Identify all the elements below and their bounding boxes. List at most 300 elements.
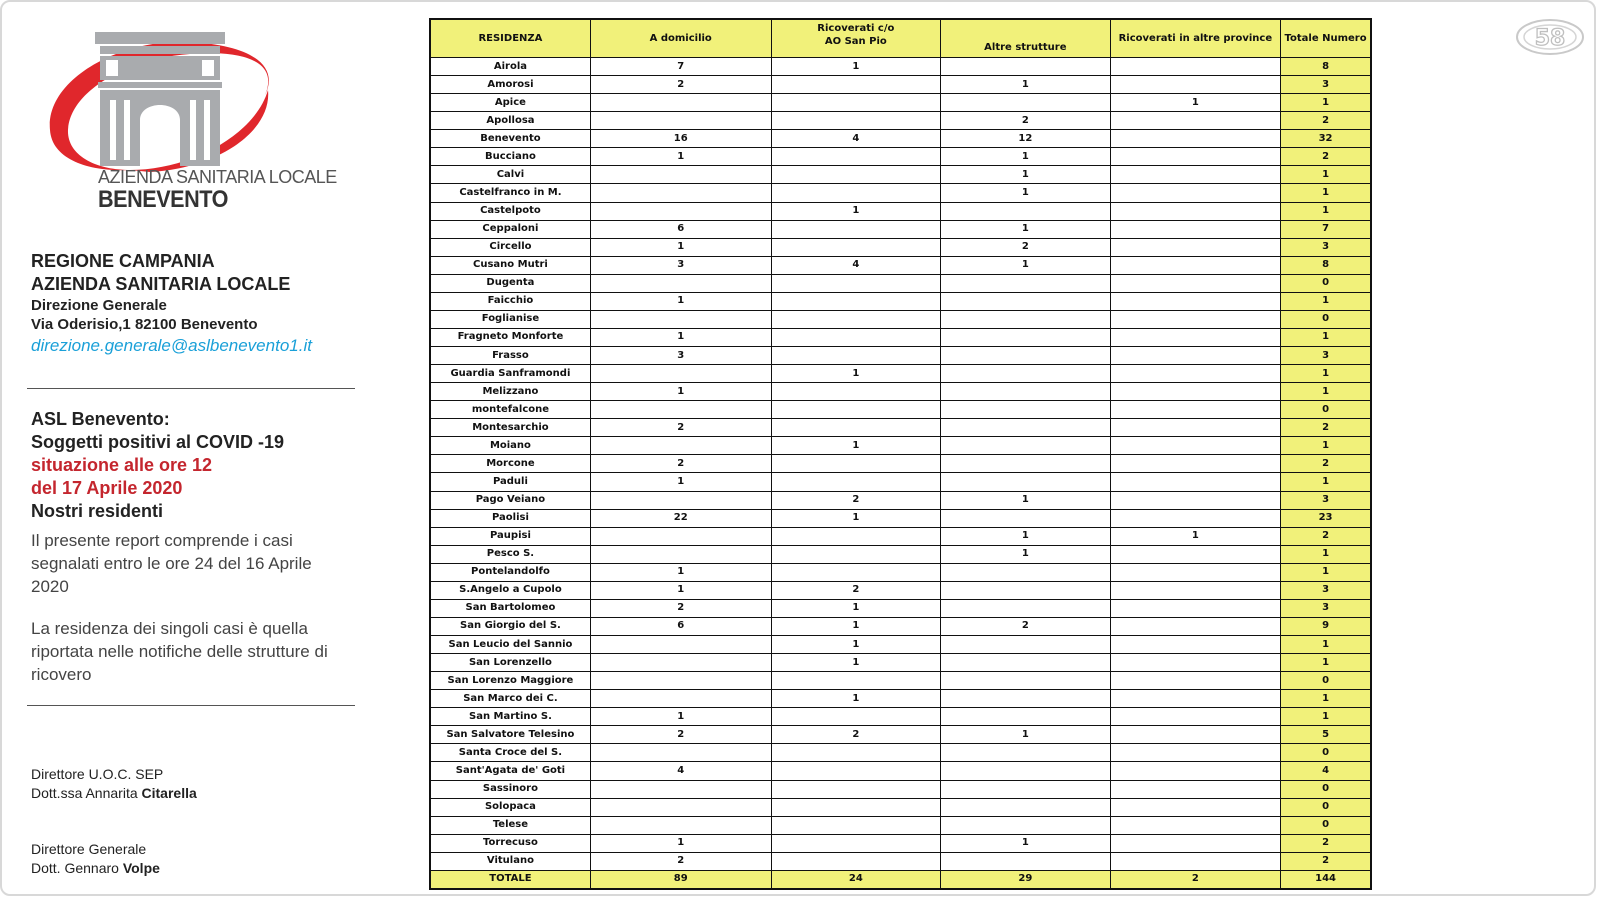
cell-residenza: Paupisi (430, 527, 590, 545)
cell-altre-province (1110, 419, 1281, 437)
cell-san-pio (771, 419, 941, 437)
topic-line4: del 17 Aprile 2020 (31, 478, 183, 498)
cell-totale: 2 (1281, 112, 1371, 130)
cell-residenza: San Lorenzello (430, 654, 590, 672)
cell-domicilio: 2 (590, 419, 771, 437)
cell-totale: 1 (1281, 563, 1371, 581)
cell-domicilio: 2 (590, 599, 771, 617)
cell-altre-province (1110, 112, 1281, 130)
cell-totale: 0 (1281, 744, 1371, 762)
cell-residenza: Montesarchio (430, 419, 590, 437)
cell-domicilio (590, 202, 771, 220)
cell-altre-strutture (941, 816, 1111, 834)
signature-sep (31, 765, 361, 803)
cell-san-pio (771, 220, 941, 238)
total-cell-altre-province: 2 (1110, 870, 1281, 889)
cell-totale: 1 (1281, 202, 1371, 220)
cell-altre-province (1110, 383, 1281, 401)
cell-altre-province (1110, 636, 1281, 654)
cell-altre-province (1110, 509, 1281, 527)
direction-label: Direzione Generale (31, 297, 167, 314)
channel-badge (1515, 18, 1585, 56)
cell-altre-province (1110, 238, 1281, 256)
cell-residenza: Telese (430, 816, 590, 834)
cell-domicilio: 6 (590, 617, 771, 635)
cell-domicilio: 7 (590, 58, 771, 76)
cell-domicilio: 1 (590, 473, 771, 491)
cell-san-pio: 4 (771, 256, 941, 274)
cell-altre-strutture (941, 762, 1111, 780)
cell-residenza: San Bartolomeo (430, 599, 590, 617)
cell-residenza: Dugenta (430, 274, 590, 292)
cell-totale: 1 (1281, 328, 1371, 346)
cell-totale: 3 (1281, 491, 1371, 509)
table-row (430, 726, 1371, 744)
cell-san-pio (771, 166, 941, 184)
table-row (430, 292, 1371, 310)
cell-totale: 9 (1281, 617, 1371, 635)
col-header-altre-province: Ricoverati in altre province (1110, 19, 1281, 58)
email-link[interactable]: direzione.generale@aslbenevento1.it (31, 336, 312, 355)
region-title: REGIONE CAMPANIA (31, 251, 215, 271)
cell-san-pio (771, 112, 941, 130)
cell-domicilio: 1 (590, 834, 771, 852)
cell-domicilio: 2 (590, 726, 771, 744)
cell-altre-strutture (941, 672, 1111, 690)
report-topic (31, 408, 361, 523)
covid-cases-table (429, 18, 1372, 890)
cell-altre-province: 1 (1110, 94, 1281, 112)
cell-domicilio: 1 (590, 292, 771, 310)
cell-domicilio: 1 (590, 328, 771, 346)
col-header-san-pio: Ricoverati c/o AO San Pio (771, 19, 941, 58)
table-row (430, 310, 1371, 328)
cell-totale: 2 (1281, 527, 1371, 545)
table-row (430, 798, 1371, 816)
cell-residenza: Castelpoto (430, 202, 590, 220)
cell-san-pio (771, 347, 941, 365)
cell-san-pio: 1 (771, 690, 941, 708)
cell-altre-strutture (941, 690, 1111, 708)
total-cell-domicilio: 89 (590, 870, 771, 889)
cell-altre-province (1110, 708, 1281, 726)
cell-totale: 0 (1281, 816, 1371, 834)
cell-totale: 1 (1281, 383, 1371, 401)
cell-altre-province (1110, 256, 1281, 274)
cell-residenza: Pago Veiano (430, 491, 590, 509)
cell-domicilio (590, 437, 771, 455)
cell-altre-strutture: 1 (941, 148, 1111, 166)
cell-residenza: Apice (430, 94, 590, 112)
cell-altre-strutture: 1 (941, 220, 1111, 238)
cell-san-pio (771, 401, 941, 419)
cell-totale: 8 (1281, 256, 1371, 274)
table-row (430, 672, 1371, 690)
cell-domicilio: 1 (590, 238, 771, 256)
cell-totale: 3 (1281, 347, 1371, 365)
table-row (430, 654, 1371, 672)
cell-residenza: Pesco S. (430, 545, 590, 563)
table-row (430, 762, 1371, 780)
cell-residenza: Solopaca (430, 798, 590, 816)
cell-san-pio (771, 834, 941, 852)
cell-domicilio (590, 798, 771, 816)
cell-domicilio (590, 94, 771, 112)
cell-totale: 2 (1281, 455, 1371, 473)
cell-san-pio: 1 (771, 365, 941, 383)
cell-residenza: San Salvatore Telesino (430, 726, 590, 744)
cell-san-pio (771, 76, 941, 94)
table-row (430, 473, 1371, 491)
table-row (430, 130, 1371, 148)
cell-residenza: Faicchio (430, 292, 590, 310)
signature-sep-role: Direttore U.O.C. SEP (31, 766, 164, 782)
cell-altre-province (1110, 852, 1281, 870)
cell-san-pio (771, 383, 941, 401)
table-row (430, 491, 1371, 509)
table-row (430, 545, 1371, 563)
signature-sep-surname: Citarella (141, 785, 197, 801)
cell-totale: 1 (1281, 654, 1371, 672)
cell-altre-strutture (941, 383, 1111, 401)
table-row (430, 220, 1371, 238)
cell-totale: 1 (1281, 365, 1371, 383)
cell-san-pio (771, 780, 941, 798)
cell-altre-strutture: 1 (941, 726, 1111, 744)
cell-altre-province: 1 (1110, 527, 1281, 545)
cell-domicilio (590, 184, 771, 202)
col-header-domicilio: A domicilio (590, 19, 771, 58)
cell-altre-strutture (941, 636, 1111, 654)
cell-san-pio: 1 (771, 509, 941, 527)
signature-dg-prefix: Dott. Gennaro (31, 860, 119, 876)
cell-domicilio (590, 365, 771, 383)
cell-altre-strutture (941, 852, 1111, 870)
cell-totale: 1 (1281, 545, 1371, 563)
cell-domicilio (590, 744, 771, 762)
cell-altre-province (1110, 491, 1281, 509)
table-row (430, 780, 1371, 798)
cell-totale: 1 (1281, 292, 1371, 310)
cell-altre-strutture (941, 798, 1111, 816)
cell-domicilio (590, 310, 771, 328)
cell-altre-province (1110, 347, 1281, 365)
cell-san-pio: 1 (771, 202, 941, 220)
table-row (430, 383, 1371, 401)
cell-totale: 32 (1281, 130, 1371, 148)
cell-altre-province (1110, 563, 1281, 581)
table-row (430, 112, 1371, 130)
table-row (430, 419, 1371, 437)
cell-altre-province (1110, 184, 1281, 202)
cell-san-pio (771, 274, 941, 292)
cell-domicilio: 16 (590, 130, 771, 148)
cell-altre-strutture: 2 (941, 238, 1111, 256)
cell-domicilio: 4 (590, 762, 771, 780)
cell-altre-strutture (941, 401, 1111, 419)
cell-san-pio: 2 (771, 491, 941, 509)
cell-altre-strutture (941, 292, 1111, 310)
cell-domicilio (590, 780, 771, 798)
cell-domicilio (590, 654, 771, 672)
cell-totale: 2 (1281, 834, 1371, 852)
cell-domicilio (590, 545, 771, 563)
cell-domicilio: 2 (590, 76, 771, 94)
cell-domicilio: 1 (590, 148, 771, 166)
table-row (430, 328, 1371, 346)
table-row (430, 690, 1371, 708)
cell-san-pio (771, 94, 941, 112)
cell-totale: 1 (1281, 184, 1371, 202)
cell-altre-strutture: 1 (941, 527, 1111, 545)
cell-altre-province (1110, 130, 1281, 148)
cell-domicilio: 1 (590, 581, 771, 599)
table-row (430, 852, 1371, 870)
agency-title: AZIENDA SANITARIA LOCALE (31, 274, 291, 294)
cell-domicilio (590, 672, 771, 690)
cell-residenza: Melizzano (430, 383, 590, 401)
cell-altre-strutture (941, 419, 1111, 437)
cell-totale: 1 (1281, 473, 1371, 491)
cell-domicilio (590, 166, 771, 184)
cell-altre-province (1110, 672, 1281, 690)
signature-sep-prefix: Dott.ssa Annarita (31, 785, 138, 801)
cell-totale: 1 (1281, 708, 1371, 726)
table-row (430, 76, 1371, 94)
total-cell-totale: 144 (1281, 870, 1371, 889)
cell-residenza: San Lorenzo Maggiore (430, 672, 590, 690)
cell-altre-strutture (941, 365, 1111, 383)
cell-totale: 4 (1281, 762, 1371, 780)
cell-san-pio: 1 (771, 636, 941, 654)
cell-altre-strutture (941, 581, 1111, 599)
cell-residenza: Moiano (430, 437, 590, 455)
cell-san-pio (771, 238, 941, 256)
cell-totale: 3 (1281, 581, 1371, 599)
col-header-totale: Totale Numero (1281, 19, 1371, 58)
cell-altre-province (1110, 148, 1281, 166)
cell-domicilio: 2 (590, 852, 771, 870)
total-cell-altre-strutture: 29 (941, 870, 1111, 889)
cell-altre-strutture (941, 94, 1111, 112)
cell-residenza: Benevento (430, 130, 590, 148)
cell-san-pio (771, 148, 941, 166)
cell-altre-strutture (941, 599, 1111, 617)
cell-totale: 0 (1281, 310, 1371, 328)
col-header-altre-strutture: Altre strutture (941, 19, 1111, 58)
table-row (430, 455, 1371, 473)
table-row (430, 202, 1371, 220)
cell-altre-province (1110, 545, 1281, 563)
cell-altre-strutture (941, 473, 1111, 491)
cell-altre-strutture (941, 744, 1111, 762)
table-row (430, 708, 1371, 726)
cell-domicilio: 6 (590, 220, 771, 238)
cell-san-pio (771, 455, 941, 473)
cell-altre-province (1110, 58, 1281, 76)
cell-altre-province (1110, 220, 1281, 238)
cell-san-pio: 1 (771, 654, 941, 672)
cell-altre-province (1110, 762, 1281, 780)
table-row (430, 347, 1371, 365)
cell-residenza: Sant'Agata de' Goti (430, 762, 590, 780)
cell-san-pio (771, 473, 941, 491)
cell-totale: 5 (1281, 726, 1371, 744)
table-header-row (430, 19, 1371, 58)
cell-residenza: San Leucio del Sannio (430, 636, 590, 654)
cell-totale: 3 (1281, 238, 1371, 256)
cell-altre-strutture (941, 328, 1111, 346)
cell-altre-province (1110, 816, 1281, 834)
cell-san-pio (771, 310, 941, 328)
cell-altre-strutture: 1 (941, 545, 1111, 563)
cell-altre-strutture: 2 (941, 617, 1111, 635)
signature-dg-role: Direttore Generale (31, 841, 147, 857)
cell-altre-strutture: 1 (941, 76, 1111, 94)
table-row (430, 166, 1371, 184)
cell-totale: 0 (1281, 798, 1371, 816)
signature-sep-name (31, 784, 361, 803)
cell-residenza: Paduli (430, 473, 590, 491)
channel-badge-text: 58 (1534, 26, 1566, 51)
cell-totale: 2 (1281, 852, 1371, 870)
cell-domicilio (590, 274, 771, 292)
table-row (430, 184, 1371, 202)
cell-altre-province (1110, 202, 1281, 220)
cell-totale: 3 (1281, 76, 1371, 94)
cell-altre-province (1110, 654, 1281, 672)
cell-domicilio (590, 401, 771, 419)
signature-dg-name (31, 859, 361, 878)
table-row (430, 563, 1371, 581)
total-cell-residenza: TOTALE (430, 870, 590, 889)
signature-dg-surname: Volpe (122, 860, 160, 876)
cell-altre-strutture (941, 202, 1111, 220)
cell-domicilio: 1 (590, 563, 771, 581)
cell-residenza: Apollosa (430, 112, 590, 130)
topic-line2: Soggetti positivi al COVID -19 (31, 432, 285, 452)
cell-san-pio: 1 (771, 617, 941, 635)
cell-san-pio (771, 292, 941, 310)
cell-totale: 1 (1281, 94, 1371, 112)
cell-domicilio: 2 (590, 455, 771, 473)
cell-san-pio (771, 798, 941, 816)
cell-totale: 2 (1281, 419, 1371, 437)
cell-altre-province (1110, 744, 1281, 762)
cell-domicilio (590, 491, 771, 509)
cell-san-pio (771, 816, 941, 834)
cell-totale: 1 (1281, 636, 1371, 654)
cell-san-pio (771, 527, 941, 545)
cell-residenza: Calvi (430, 166, 590, 184)
table-row (430, 599, 1371, 617)
cell-altre-strutture: 2 (941, 112, 1111, 130)
cell-totale: 8 (1281, 58, 1371, 76)
cell-residenza: Guardia Sanframondi (430, 365, 590, 383)
cell-altre-strutture (941, 708, 1111, 726)
cell-totale: 0 (1281, 401, 1371, 419)
cell-san-pio (771, 762, 941, 780)
cell-altre-strutture: 1 (941, 166, 1111, 184)
cell-altre-province (1110, 599, 1281, 617)
cell-residenza: Fragneto Monforte (430, 328, 590, 346)
table-row (430, 256, 1371, 274)
cell-san-pio: 1 (771, 437, 941, 455)
cell-altre-strutture: 1 (941, 834, 1111, 852)
cell-altre-strutture: 12 (941, 130, 1111, 148)
cell-san-pio: 4 (771, 130, 941, 148)
cell-san-pio (771, 708, 941, 726)
cell-san-pio (771, 563, 941, 581)
cell-san-pio: 1 (771, 599, 941, 617)
col-header-residenza: RESIDENZA (430, 19, 590, 58)
cell-altre-province (1110, 726, 1281, 744)
cell-altre-province (1110, 780, 1281, 798)
cell-domicilio (590, 690, 771, 708)
cell-domicilio: 3 (590, 347, 771, 365)
cell-totale: 1 (1281, 437, 1371, 455)
cell-domicilio (590, 816, 771, 834)
cell-san-pio (771, 672, 941, 690)
cell-san-pio (771, 545, 941, 563)
table-row (430, 94, 1371, 112)
cell-residenza: San Giorgio del S. (430, 617, 590, 635)
table-row (430, 617, 1371, 635)
cell-altre-province (1110, 834, 1281, 852)
cell-totale: 0 (1281, 274, 1371, 292)
cell-residenza: Bucciano (430, 148, 590, 166)
table-row (430, 238, 1371, 256)
cell-domicilio (590, 527, 771, 545)
cell-residenza: Cusano Mutri (430, 256, 590, 274)
cell-san-pio (771, 744, 941, 762)
cell-residenza: Foglianise (430, 310, 590, 328)
topic-line5: Nostri residenti (31, 501, 164, 521)
logo-text-line2: BENEVENTO (98, 186, 228, 213)
table-row (430, 365, 1371, 383)
cell-residenza: montefalcone (430, 401, 590, 419)
cell-altre-strutture: 1 (941, 491, 1111, 509)
cell-altre-province (1110, 437, 1281, 455)
cell-san-pio (771, 184, 941, 202)
cell-altre-province (1110, 310, 1281, 328)
cell-totale: 1 (1281, 166, 1371, 184)
cell-altre-province (1110, 455, 1281, 473)
cell-altre-strutture (941, 455, 1111, 473)
note-paragraph-1: Il presente report comprende i casi segnalati entro le ore 24 del 16 Aprile 2020 (31, 531, 312, 596)
cell-residenza: Sassinoro (430, 780, 590, 798)
cell-altre-province (1110, 473, 1281, 491)
header-info (31, 250, 361, 358)
cell-totale: 7 (1281, 220, 1371, 238)
cell-residenza: Castelfranco in M. (430, 184, 590, 202)
address-label: Via Oderisio,1 82100 Benevento (31, 316, 258, 333)
cell-residenza: Paolisi (430, 509, 590, 527)
cell-residenza: San Marco dei C. (430, 690, 590, 708)
cell-residenza: Santa Croce del S. (430, 744, 590, 762)
cell-altre-province (1110, 274, 1281, 292)
cell-totale: 0 (1281, 672, 1371, 690)
note-paragraph-2: La residenza dei singoli casi è quella riportata nelle notifiche delle strutture di ricovero (31, 619, 328, 684)
divider-bottom (27, 705, 355, 706)
cell-san-pio: 1 (771, 58, 941, 76)
cell-altre-strutture (941, 347, 1111, 365)
cell-altre-strutture: 1 (941, 256, 1111, 274)
cell-altre-province (1110, 292, 1281, 310)
cell-domicilio: 1 (590, 383, 771, 401)
cell-altre-strutture (941, 310, 1111, 328)
cell-altre-strutture (941, 58, 1111, 76)
